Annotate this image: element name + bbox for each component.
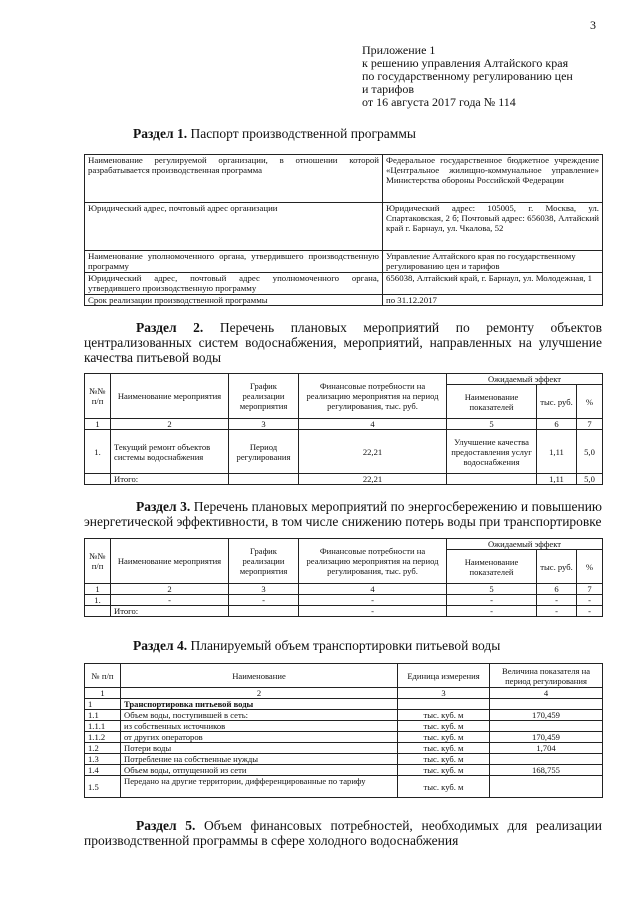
table-row — [85, 203, 603, 251]
appendix-line: от 16 августа 2017 года № 114 — [362, 95, 516, 109]
header-pct: % — [577, 385, 603, 419]
passport-key: Срок реализации производственной программы — [85, 295, 383, 306]
row-unit — [398, 699, 490, 710]
table-row — [85, 295, 603, 306]
row-pct: 5,0 — [577, 430, 603, 474]
row-num: 1.2 — [85, 743, 121, 754]
row-schedule: - — [229, 595, 299, 606]
col-number: 7 — [577, 419, 603, 430]
total-pct: - — [577, 606, 603, 617]
row-name: Потери воды — [121, 743, 398, 754]
row-num: 1. — [85, 595, 111, 606]
table-header-row — [85, 374, 603, 385]
header-name: Наименование мероприятия — [111, 539, 229, 584]
row-unit: тыс. куб. м — [398, 721, 490, 732]
total-label: Итого: — [111, 474, 229, 485]
passport-value: по 31.12.2017 — [383, 295, 603, 306]
row-num: 1 — [85, 699, 121, 710]
col-number: 7 — [577, 584, 603, 595]
passport-value: Юридический адрес: 105005, г. Москва, ул. Спартаковская, 2 б; Почтовый адрес: 656038, Алтайский край г. Барнаул, ул. Чкалова, 52 — [383, 203, 603, 251]
row-num: 1.4 — [85, 765, 121, 776]
row-value: 170,459 — [490, 710, 603, 721]
header-schedule: График реализации мероприятия — [229, 374, 299, 419]
energy-measures-table — [84, 538, 603, 617]
header-rub: тыс. руб. — [537, 550, 577, 584]
total-rub: 1,11 — [537, 474, 577, 485]
passport-key: Наименование регулируемой организации, в отношении которой разрабатывается производственная программа — [85, 155, 383, 203]
col-number: 2 — [121, 688, 398, 699]
transport-volume-table — [84, 663, 603, 798]
table-row — [85, 699, 603, 710]
row-pct: - — [577, 595, 603, 606]
table-row — [85, 776, 603, 798]
passport-key: Юридический адрес, почтовый адрес уполномоченного органа, утвердившего производственную программу — [85, 273, 383, 295]
row-value: 1,704 — [490, 743, 603, 754]
col-number: 2 — [111, 584, 229, 595]
section-label: Раздел 1. — [133, 126, 188, 141]
section1-heading — [133, 126, 416, 141]
table-row — [85, 743, 603, 754]
row-unit: тыс. куб. м — [398, 732, 490, 743]
row-value — [490, 699, 603, 710]
table-row — [85, 251, 603, 273]
empty-cell — [85, 474, 111, 485]
row-schedule: Период регулирования — [229, 430, 299, 474]
row-num: 1.1.1 — [85, 721, 121, 732]
table-header-row — [85, 664, 603, 688]
section3-heading — [84, 499, 602, 529]
row-finance: - — [299, 595, 447, 606]
row-name: Передано на другие территории, дифференцированные по тарифу — [121, 776, 398, 798]
page-number: 3 — [590, 18, 596, 32]
table-row — [85, 710, 603, 721]
table-row — [85, 595, 603, 606]
table-row — [85, 430, 603, 474]
header-indicator: Наименование показателей — [447, 385, 537, 419]
total-row — [85, 606, 603, 617]
row-name: Транспортировка питьевой воды — [121, 699, 398, 710]
col-number: 2 — [111, 419, 229, 430]
total-row — [85, 474, 603, 485]
header-finance: Финансовые потребности на реализацию мероприятия на период регулирования, тыс. руб. — [299, 539, 447, 584]
section-title: Перечень плановых мероприятий по энергосбережению и повышению энергетической эффективности, в том числе снижению потерь воды при транспортировке — [84, 499, 602, 529]
col-number: 1 — [85, 688, 121, 699]
row-name: от других операторов — [121, 732, 398, 743]
col-number: 3 — [229, 584, 299, 595]
row-name: Объем воды, отпущенной из сети — [121, 765, 398, 776]
passport-value: Управление Алтайского края по государственному регулированию цен и тарифов — [383, 251, 603, 273]
header-pct: % — [577, 550, 603, 584]
col-number: 6 — [537, 419, 577, 430]
col-number: 3 — [398, 688, 490, 699]
total-label: Итого: — [111, 606, 229, 617]
col-number: 6 — [537, 584, 577, 595]
empty-cell — [447, 474, 537, 485]
header-rub: тыс. руб. — [537, 385, 577, 419]
appendix-header — [362, 44, 612, 109]
appendix-line: по государственному регулированию цен — [362, 69, 573, 83]
col-number: 4 — [299, 419, 447, 430]
header-indicator: Наименование показателей — [447, 550, 537, 584]
table-row — [85, 155, 603, 203]
total-finance: 22,21 — [299, 474, 447, 485]
col-number: 3 — [229, 419, 299, 430]
empty-cell — [229, 606, 299, 617]
section-label: Раздел 5. — [136, 818, 196, 833]
section-title: Паспорт производственной программы — [190, 126, 416, 141]
header-value: Величина показателя на период регулирования — [490, 664, 603, 688]
row-num: 1. — [85, 430, 111, 474]
row-value — [490, 721, 603, 732]
repair-measures-table — [84, 373, 603, 485]
header-effect: Ожидаемый эффект — [447, 539, 603, 550]
appendix-line: к решению управления Алтайского края — [362, 56, 569, 70]
table-header-row — [85, 539, 603, 550]
section-label: Раздел 4. — [133, 638, 188, 653]
passport-key: Наименование уполномоченного органа, утвердившего производственную программу — [85, 251, 383, 273]
header-num: №№ п/п — [85, 374, 111, 419]
table-row — [85, 732, 603, 743]
passport-value: 656038, Алтайский край, г. Барнаул, ул. Молодежная, 1 — [383, 273, 603, 295]
col-number: 4 — [299, 584, 447, 595]
row-unit: тыс. куб. м — [398, 743, 490, 754]
row-num: 1.1 — [85, 710, 121, 721]
section2-heading — [84, 320, 602, 365]
row-value — [490, 754, 603, 765]
empty-cell — [229, 474, 299, 485]
row-rub: 1,11 — [537, 430, 577, 474]
row-value: 168,755 — [490, 765, 603, 776]
total-rub: - — [537, 606, 577, 617]
row-num: 1.3 — [85, 754, 121, 765]
header-effect: Ожидаемый эффект — [447, 374, 603, 385]
header-num: № п/п — [85, 664, 121, 688]
header-unit: Единица измерения — [398, 664, 490, 688]
row-name: Текущий ремонт объектов системы водоснабжения — [111, 430, 229, 474]
row-indicator: Улучшение качества предоставления услуг водоснабжения — [447, 430, 537, 474]
table-row — [85, 273, 603, 295]
appendix-line: и тарифов — [362, 82, 415, 96]
header-schedule: График реализации мероприятия — [229, 539, 299, 584]
row-unit: тыс. куб. м — [398, 776, 490, 798]
table-row — [85, 721, 603, 732]
column-numbers-row — [85, 419, 603, 430]
row-indicator: - — [447, 595, 537, 606]
col-number: 4 — [490, 688, 603, 699]
total-indicator: - — [447, 606, 537, 617]
row-num: 1.5 — [85, 776, 121, 798]
section5-heading — [84, 818, 602, 848]
row-name: Объем воды, поступившей в сеть: — [121, 710, 398, 721]
column-numbers-row — [85, 688, 603, 699]
row-unit: тыс. куб. м — [398, 754, 490, 765]
col-number: 1 — [85, 584, 111, 595]
header-name: Наименование — [121, 664, 398, 688]
appendix-line: Приложение 1 — [362, 43, 436, 57]
empty-cell — [85, 606, 111, 617]
passport-value: Федеральное государственное бюджетное учреждение «Центральное жилищно-коммунальное управление» Министерства обороны Российской Федерации — [383, 155, 603, 203]
row-value: 170,459 — [490, 732, 603, 743]
header-finance: Финансовые потребности на реализацию мероприятия на период регулирования, тыс. руб. — [299, 374, 447, 419]
col-number: 1 — [85, 419, 111, 430]
row-unit: тыс. куб. м — [398, 710, 490, 721]
header-name: Наименование мероприятия — [111, 374, 229, 419]
table-row — [85, 754, 603, 765]
row-name: - — [111, 595, 229, 606]
section-label: Раздел 3. — [136, 499, 191, 514]
table-row — [85, 765, 603, 776]
passport-table — [84, 154, 603, 306]
col-number: 5 — [447, 584, 537, 595]
section-label: Раздел 2. — [136, 320, 204, 335]
passport-key: Юридический адрес, почтовый адрес организации — [85, 203, 383, 251]
section-title: Планируемый объем транспортировки питьевой воды — [190, 638, 501, 653]
total-pct: 5,0 — [577, 474, 603, 485]
column-numbers-row — [85, 584, 603, 595]
col-number: 5 — [447, 419, 537, 430]
section-title: Перечень плановых мероприятий по ремонту объектов централизованных систем водоснабжения, мероприятий, направленных на улучшение качества питьевой воды — [84, 320, 603, 365]
row-num: 1.1.2 — [85, 732, 121, 743]
row-name: из собственных источников — [121, 721, 398, 732]
row-finance: 22,21 — [299, 430, 447, 474]
row-rub: - — [537, 595, 577, 606]
row-name: Потребление на собственные нужды — [121, 754, 398, 765]
row-value — [490, 776, 603, 798]
section-title: Объем финансовых потребностей, необходимых для реализации производственной программы в сфере холодного водоснабжения — [84, 818, 602, 848]
row-unit: тыс. куб. м — [398, 765, 490, 776]
header-num: №№ п/п — [85, 539, 111, 584]
total-finance: - — [299, 606, 447, 617]
section4-heading — [133, 638, 500, 653]
